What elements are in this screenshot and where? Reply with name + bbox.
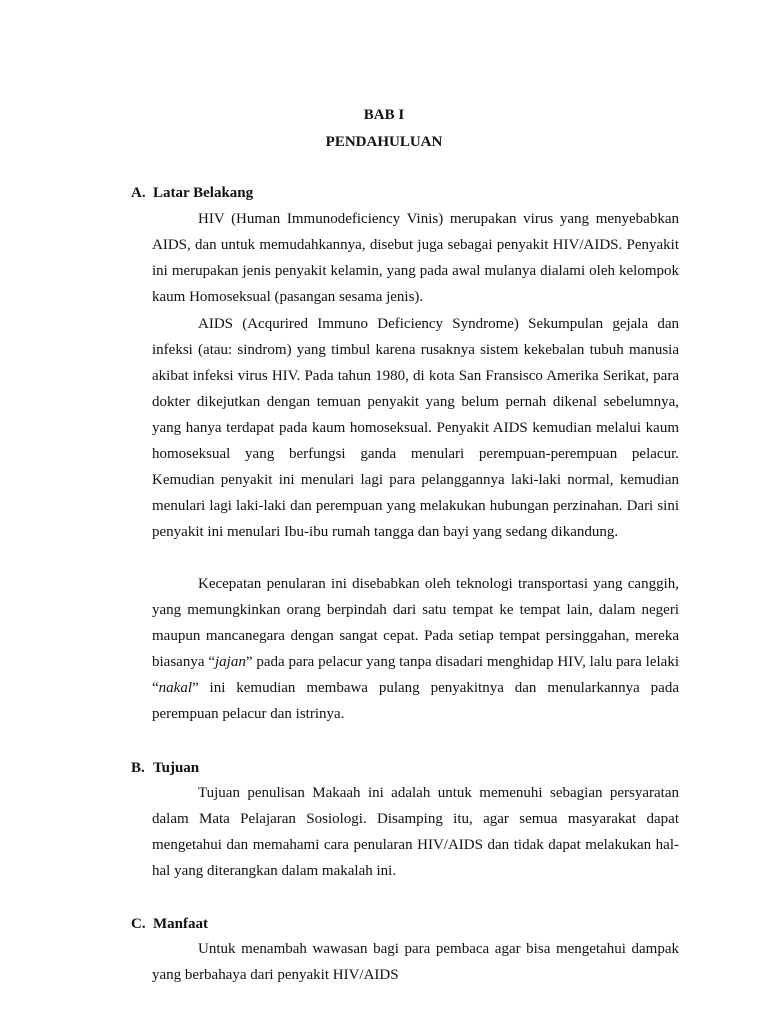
italic-nakal: nakal	[158, 680, 192, 696]
paragraph-hiv-definition: HIV (Human Immunodeficiency Vinis) merupakan virus yang menyebabkan AIDS, dan untuk memudahkannya, disebut juga sebagai penyakit HIV/AIDS. Penyakit ini merupakan jenis penyakit kelamin, yang pada awal mulanya dialami oleh kelompok kaum Homoseksual (pasangan sesama jenis).	[152, 211, 679, 305]
chapter-number: BAB I	[363, 107, 405, 123]
section-heading-latar-belakang	[131, 184, 253, 202]
section-letter: A.	[131, 185, 146, 201]
section-letter: B.	[131, 760, 145, 776]
section-title: Tujuan	[153, 760, 200, 776]
italic-jajan: jajan	[215, 654, 246, 670]
paragraph-manfaat: Untuk menambah wawasan bagi para pembaca agar bisa mengetahui dampak yang berbahaya dari penyakit HIV/AIDS	[152, 941, 679, 983]
section-letter: C.	[131, 916, 146, 932]
section-title: Latar Belakang	[153, 185, 254, 201]
paragraph-aids-definition: AIDS (Acqurired Immuno Deficiency Syndrome) Sekumpulan gejala dan infeksi (atau: sindrom) yang timbul karena rusaknya sistem kekebalan tubuh manusia akibat infeksi virus HIV. Pada tahun 1980, di kota San Fransisco Amerika Serikat, para dokter dikejutkan dengan temuan penyakit yang belum pernah dikenal sebelumnya, yang hanya terdapat pada kaum homoseksual. Penyakit AIDS kemudian melalui kaum homoseksual yang berfungsi ganda menulari perempuan-perempuan pelacur. Kemudian penyakit ini menulari lagi para pelanggannya laki-laki normal, kemudian menulari lagi laki-laki dan perempuan yang melakukan hubungan perzinahan. Dari sini penyakit ini menulari Ibu-ibu rumah tangga dan bayi yang sedang dikandung.	[152, 316, 679, 540]
section-title: Manfaat	[153, 916, 208, 932]
paragraph-tujuan: Tujuan penulisan Makaah ini adalah untuk memenuhi sebagian persyaratan dalam Mata Pelajaran Sosiologi. Disamping itu, agar semua masyarakat dapat mengetahui dan memahami cara penularan HIV/AIDS dan tidak dapat melakukan hal-hal yang diterangkan dalam makalah ini.	[152, 785, 679, 879]
paragraph-transmission-speed: Kecepatan penularan ini disebabkan oleh teknologi transportasi yang canggih, yang memungkinkan orang berpindah dari satu tempat ke tempat lain, dalam negeri maupun mancanegara dengan sangat cepat. Pada setiap tempat persinggahan, mereka biasanya “jajan” pada para pelacur yang tanpa disadari menghidap HIV, lalu para lelaki “nakal” ini kemudian membawa pulang penyakitnya dan menularkannya pada perempuan pelacur dan istrinya.	[152, 576, 680, 722]
section-heading-tujuan	[131, 759, 199, 777]
chapter-title: PENDAHULUAN	[325, 134, 443, 150]
section-heading-manfaat	[131, 915, 208, 933]
